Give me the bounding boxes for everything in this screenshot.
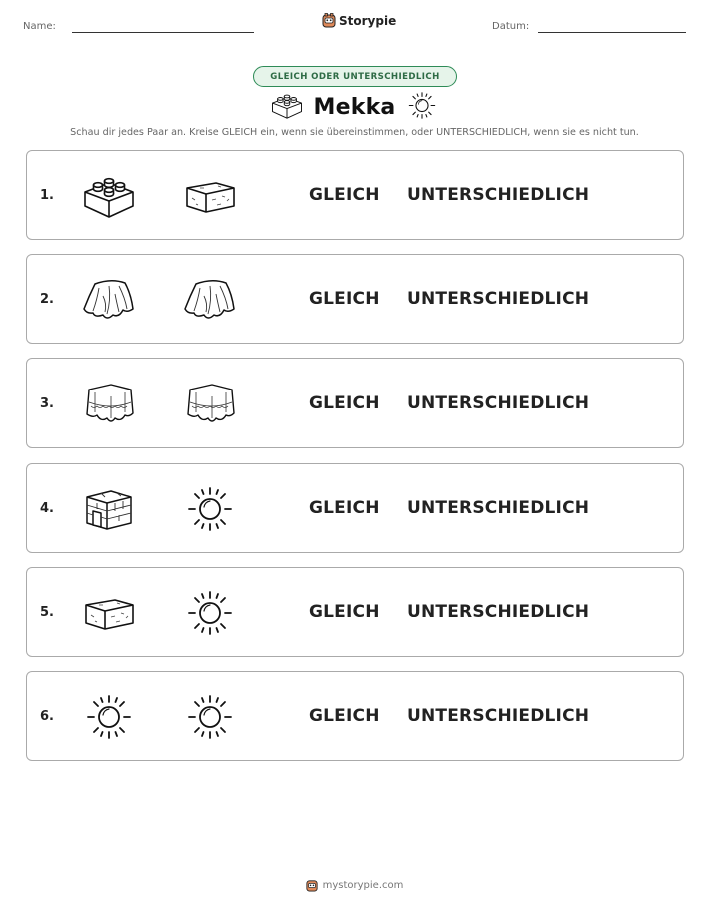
question-number: 1. (40, 188, 54, 203)
date-field[interactable] (538, 32, 686, 33)
date-label: Datum: (492, 21, 530, 32)
option-unterschiedlich[interactable]: UNTERSCHIEDLICH (407, 498, 590, 518)
covered-table-icon (182, 380, 238, 428)
stone-house-icon (81, 485, 137, 533)
option-gleich[interactable]: GLEICH (309, 185, 380, 205)
option-unterschiedlich[interactable]: UNTERSCHIEDLICH (407, 706, 590, 726)
name-field[interactable] (72, 32, 254, 33)
sun-icon (81, 693, 137, 741)
option-unterschiedlich[interactable]: UNTERSCHIEDLICH (407, 289, 590, 309)
draped-cloth-icon (81, 276, 137, 324)
sun-icon (182, 485, 238, 533)
instructions: Schau dir jedes Paar an. Kreise GLEICH ein, wenn sie übereinstimmen, oder UNTERSCHIEDLICH, wenn sie es nicht tun. (70, 127, 639, 138)
option-unterschiedlich[interactable]: UNTERSCHIEDLICH (407, 393, 590, 413)
footer (0, 879, 709, 892)
question-number: 5. (40, 605, 54, 620)
question-card (26, 463, 684, 553)
option-unterschiedlich[interactable]: UNTERSCHIEDLICH (407, 185, 590, 205)
option-unterschiedlich[interactable]: UNTERSCHIEDLICH (407, 602, 590, 622)
brand-name: Storypie (339, 13, 397, 28)
question-card (26, 150, 684, 240)
storypie-mascot-icon (322, 13, 336, 28)
question-card (26, 254, 684, 344)
worksheet-type-badge: GLEICH ODER UNTERSCHIEDLICH (253, 66, 457, 87)
option-gleich[interactable]: GLEICH (309, 706, 380, 726)
footer-url: mystorypie.com (322, 880, 404, 891)
option-gleich[interactable]: GLEICH (309, 498, 380, 518)
question-card (26, 567, 684, 657)
page-title: Mekka (313, 94, 396, 120)
question-number: 4. (40, 501, 54, 516)
question-number: 2. (40, 292, 54, 307)
lego-brick-icon (81, 172, 137, 220)
draped-cloth-icon (182, 276, 238, 324)
title-row (0, 90, 709, 124)
name-label: Name: (23, 21, 56, 32)
question-number: 3. (40, 396, 54, 411)
sun-icon (182, 693, 238, 741)
question-number: 6. (40, 709, 54, 724)
sun-icon (405, 91, 439, 124)
question-card (26, 358, 684, 448)
option-gleich[interactable]: GLEICH (309, 393, 380, 413)
option-gleich[interactable]: GLEICH (309, 289, 380, 309)
lego-brick-icon (270, 91, 304, 124)
storypie-mascot-icon (306, 879, 318, 892)
stone-block-icon (182, 172, 238, 220)
question-card (26, 671, 684, 761)
brand-logo (322, 13, 396, 28)
sun-icon (182, 589, 238, 637)
stone-block-icon (81, 589, 137, 637)
option-gleich[interactable]: GLEICH (309, 602, 380, 622)
covered-table-icon (81, 380, 137, 428)
